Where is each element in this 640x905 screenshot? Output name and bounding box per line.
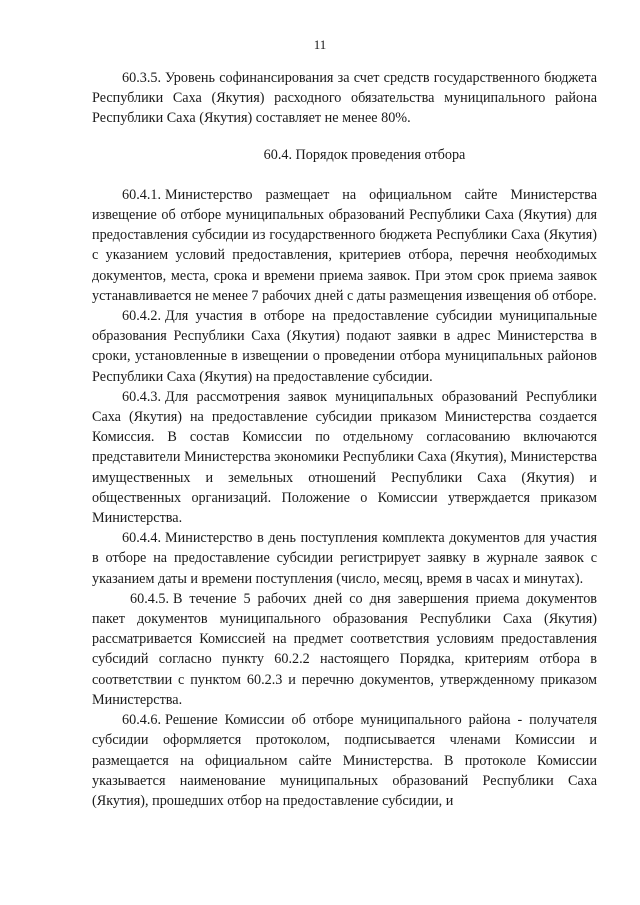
paragraph-text: Министерство в день поступления комплекта документов для участия в отборе на предоставление субсидии регистрирует заявку в журнале заявок с указанием даты и времени поступления (число, месяц, время в часах и минутах). bbox=[92, 530, 597, 587]
paragraph-number: 60.4.5. bbox=[130, 590, 170, 607]
page-number: 11 bbox=[313, 37, 327, 52]
paragraph-text: Для рассмотрения заявок муниципальных образований Республики Саха (Якутия) на предоставление субсидии приказом Министерства создается Комиссия. В состав Комиссии по отдельному согласованию включаются представители Министерства экономики Республики Саха (Якутия), Министерства имущественных и земельных отношений Республики Саха (Якутия) и общественных организаций. Положение о Комиссии утверждается приказом Министерства. bbox=[92, 388, 597, 527]
paragraph-text: Решение Комиссии об отборе муниципального района - получателя субсидии оформляется протоколом, подписывается членами Комиссии и размещается на официальном сайте Министерства. В протоколе Комиссии указывается наименование муниципальных образований Республики Саха (Якутия), прошедших отбор на предоставление субсидии, и bbox=[92, 712, 597, 809]
paragraph-60-4-4 bbox=[92, 528, 597, 589]
paragraph-60-4-1 bbox=[92, 185, 597, 306]
paragraph-text: В течение 5 рабочих дней со дня завершения приема документов пакет документов муниципального образования Республики Саха (Якутия) рассматривается Комиссией на предмет соответствия условиям предоставления субсидий согласно пункту 60.2.2 настоящего Порядка, критериям отбора в соответствии с пунктом 60.2.3 и перечню документов, утвержденному приказом Министерства. bbox=[92, 590, 597, 708]
paragraph-60-4-3 bbox=[92, 387, 597, 528]
paragraph-number: 60.4.1. bbox=[122, 186, 162, 203]
section-heading: 60.4. Порядок проведения отбора bbox=[263, 146, 466, 163]
paragraph-text: Министерство размещает на официальном сайте Министерства извещение об отборе муниципальных образований Республики Саха (Якутия) для предоставления субсидии из государственного бюджета Республики Саха (Якутия) с указанием условий предоставления, критериев отбора, перечня необходимых документов, места, срока и времени приема заявок. При этом срок приема заявок устанавливается не менее 7 рабочих дней с даты размещения извещения об отборе. bbox=[92, 186, 597, 304]
paragraph-60-4-2 bbox=[92, 306, 597, 387]
paragraph-text: Для участия в отборе на предоставление субсидии муниципальные образования Республики Саха (Якутия) подают заявки в адрес Министерства в сроки, установленные в извещении о проведении отбора муниципальных районов Республики Саха (Якутия) на предоставление субсидии. bbox=[92, 308, 597, 385]
paragraph-number: 60.4.4. bbox=[122, 530, 162, 547]
paragraph-text: Уровень софинансирования за счет средств государственного бюджета Республики Саха (Якутия) расходного обязательства муниципального района Республики Саха (Якутия) составляет не менее 80%. bbox=[92, 70, 597, 127]
paragraph-number: 60.4.3. bbox=[122, 388, 162, 405]
paragraph-60-4-6 bbox=[92, 710, 597, 811]
paragraph-60-3-5 bbox=[92, 68, 597, 129]
page-content bbox=[92, 68, 597, 811]
paragraph-number: 60.3.5. bbox=[122, 70, 162, 86]
paragraph-60-4-5 bbox=[92, 589, 597, 710]
paragraph-number: 60.4.2. bbox=[122, 308, 162, 325]
paragraph-number: 60.4.6. bbox=[122, 712, 162, 729]
